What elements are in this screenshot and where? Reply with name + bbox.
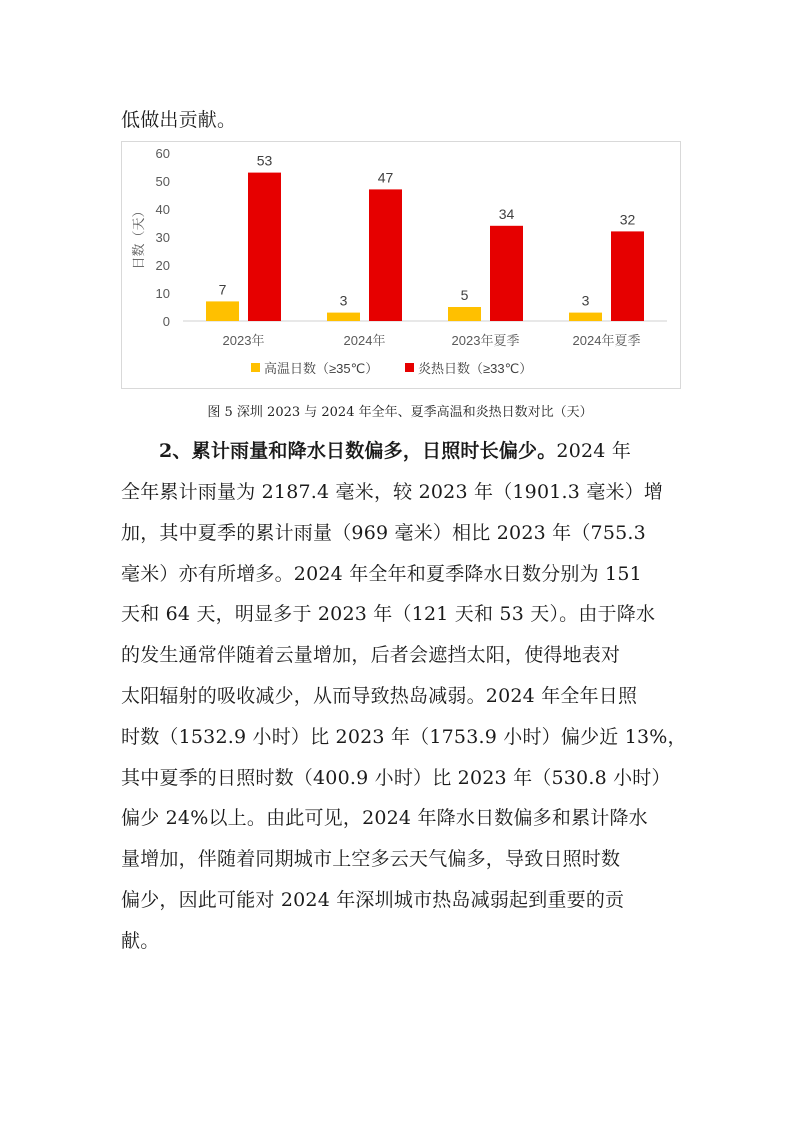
body-line: 毫米）亦有所增多。2024 年全年和夏季降水日数分别为 151	[121, 563, 642, 585]
legend-swatch-high-temp	[251, 363, 260, 372]
y-tick-label: 20	[155, 258, 170, 273]
data-label: 3	[581, 292, 590, 309]
y-tick-label: 0	[162, 314, 170, 329]
y-tick-label: 30	[155, 230, 170, 245]
first-line-tail: 2024 年	[556, 440, 632, 462]
body-line: 献。	[121, 930, 160, 952]
bar-high-temp	[327, 313, 360, 321]
y-tick-label: 60	[155, 146, 170, 161]
paragraph-tail: 低做出贡献。	[121, 109, 237, 131]
x-tick-label: 2024年	[343, 333, 386, 348]
bar-hot-days	[248, 173, 281, 321]
bar-high-temp	[206, 301, 239, 321]
body-line: 天和 64 天，明显多于 2023 年（121 天和 53 天）。由于降水	[121, 603, 656, 625]
data-label: 53	[256, 152, 273, 169]
section-heading: 2、累计雨量和降水日数偏多，日照时长偏少。	[159, 440, 557, 462]
data-label: 34	[498, 205, 515, 222]
body-line: 全年累计雨量为 2187.4 毫米，较 2023 年（1901.3 毫米）增	[121, 481, 664, 503]
x-tick-label: 2024年夏季	[572, 333, 641, 348]
legend-label: 炎热日数（≥33℃）	[418, 361, 533, 376]
section-first-line	[159, 439, 631, 463]
bar-hot-days	[490, 226, 523, 321]
data-label: 7	[218, 281, 227, 298]
body-line: 偏少 24%以上。由此可见，2024 年降水日数偏多和累计降水	[121, 807, 648, 829]
bar-hot-days	[369, 189, 402, 321]
body-line: 加，其中夏季的累计雨量（969 毫米）相比 2023 年（755.3	[121, 522, 646, 544]
data-label: 47	[377, 169, 394, 186]
legend-swatch-hot-days	[405, 363, 414, 372]
body-line: 其中夏季的日照时数（400.9 小时）比 2023 年（530.8 小时）	[121, 767, 671, 789]
legend-label: 高温日数（≥35℃）	[264, 361, 379, 376]
body-line: 太阳辐射的吸收减少，从而导致热岛减弱。2024 年全年日照	[121, 685, 638, 707]
data-label: 32	[619, 211, 636, 228]
y-tick-label: 40	[155, 202, 170, 217]
bar-high-temp	[569, 313, 602, 321]
figure-caption: 图 5 深圳 2023 与 2024 年全年、夏季高温和炎热日数对比（天）	[207, 405, 593, 420]
y-axis-title: 日数（天）	[131, 204, 146, 270]
body-line: 偏少，因此可能对 2024 年深圳城市热岛减弱起到重要的贡	[121, 889, 625, 911]
data-label: 3	[339, 292, 348, 309]
x-tick-label: 2023年	[222, 333, 265, 348]
chart-canvas	[122, 142, 680, 388]
bar-hot-days	[611, 231, 644, 321]
bar-chart	[121, 141, 681, 389]
data-label: 5	[460, 287, 469, 303]
body-line: 量增加，伴随着同期城市上空多云天气偏多，导致日照时数	[121, 848, 621, 870]
body-line: 时数（1532.9 小时）比 2023 年（1753.9 小时）偏少近 13%，	[121, 726, 687, 748]
bar-high-temp	[448, 307, 481, 321]
y-tick-label: 50	[155, 174, 170, 189]
x-tick-label: 2023年夏季	[451, 333, 520, 348]
y-tick-label: 10	[155, 286, 170, 301]
body-line: 的发生通常伴随着云量增加，后者会遮挡太阳，使得地表对	[121, 644, 621, 666]
